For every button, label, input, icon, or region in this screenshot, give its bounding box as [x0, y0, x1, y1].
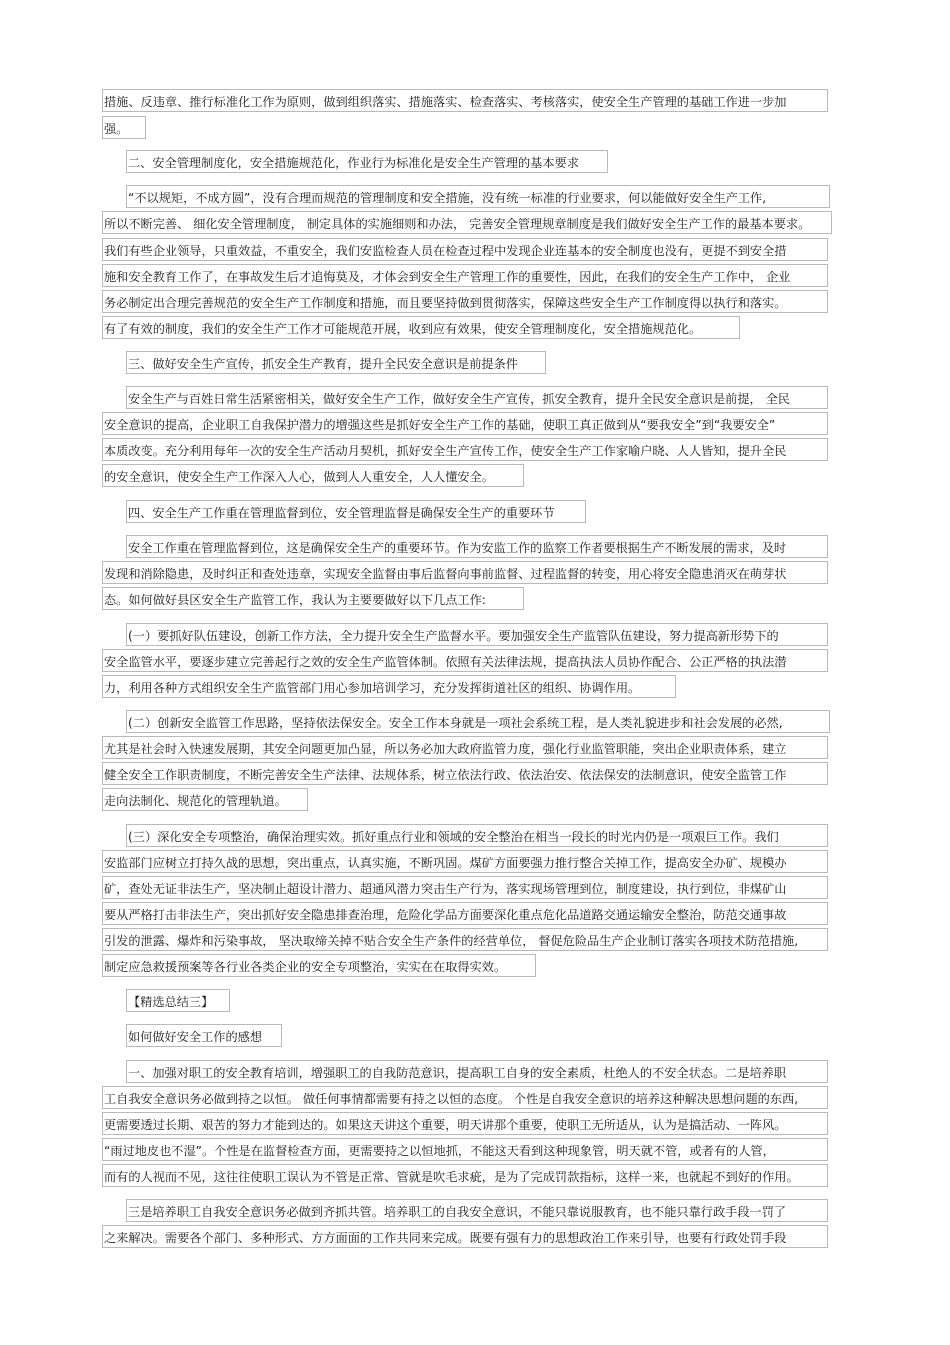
- text-line: 所以不断完善、 细化安全管理制度， 制定具体的实施细则和办法， 完善安全管理规章制度是我们做好安全生产工作的最基本要求。: [104, 217, 811, 231]
- text-line: (二）创新安全监管工作思路，坚持依法保安全。安全工作本身就是一项社会系统工程，是人类礼貌进步和社会发展的必然,: [128, 716, 783, 730]
- text-line: 务必制定出合理完善规范的安全生产工作制度和措施，而且要坚持做到贯彻落实，保障这些安全生产工作制度得以执行和落实。: [104, 296, 787, 310]
- text-line: 四、安全生产工作重在管理监督到位，安全管理监督是确保安全生产的重要环节: [128, 506, 555, 520]
- text-line: (三）深化安全专项整治，确保治理实效。抓好重点行业和领域的安全整治在相当一段长的时光内仍是一项艰巨工作。我们: [128, 830, 779, 844]
- text-line: 三是培养职工自我安全意识务必做到齐抓共管。培养职工的自我安全意识，不能只靠说服教育，也不能只靠行政手段一罚了: [128, 1205, 787, 1219]
- text-line: 制定应急救援预案等各行业各类企业的安全专项整治，实实在在取得实效。: [104, 960, 507, 974]
- text-line: 本质改变。充分利用每年一次的安全生产活动月契机，抓好安全生产宣传工作，使安全生产工作家喻户晓、人人皆知，提升全民: [104, 444, 787, 458]
- text-line: 工自我安全意识务必做到持之以恒。 做任何事情都需要有持之以恒的态度。 个性是自我安全意识的培养这种解决思想问题的东西,: [104, 1092, 799, 1106]
- text-line: 【精选总结三】: [128, 995, 214, 1009]
- text-line: “雨过地皮也不湿”。个性是在监督检查方面，更需要持之以恒地抓，不能这天看到这种现象管，明天就不管，或者有的人管，: [104, 1144, 775, 1158]
- text-line: 更需要透过长期、艰苦的努力才能到达的。如果这天讲这个重要，明天讲那个重要，使职工无所适从，认为是搞活动、一阵风。: [104, 1118, 787, 1132]
- text-line: 态。如何做好县区安全生产监管工作，我认为主要要做好以下几点工作:: [104, 593, 486, 607]
- text-line: 安全监管水平，要逐步建立完善起行之效的安全生产监管体制。依照有关法律法规，提高执法人员协作配合、公正严格的执法潜: [104, 655, 787, 669]
- text-line: 安全工作重在管理监督到位，这是确保安全生产的重要环节。作为安监工作的监察工作者要根据生产不断发展的需求，及时: [128, 541, 787, 555]
- text-line: 安全意识的提高，企业职工自我保护潜力的增强这些是抓好安全生产工作的基础，使职工真正做到从“要我安全”到“我要安全”: [104, 418, 776, 432]
- text-line: 二、安全管理制度化，安全措施规范化，作业行为标准化是安全生产管理的基本要求: [128, 156, 579, 170]
- text-line: 一、加强对职工的安全教育培训，增强职工的自我防范意识，提高职工自身的安全素质，杜绝人的不安全状态。二是培养职: [128, 1066, 787, 1080]
- text-line: 安全生产与百姓日常生活紧密相关，做好安全生产工作，做好安全生产宣传，抓安全教育，提升全民安全意识是前提， 全民: [128, 392, 790, 406]
- text-line: 我们有些企业领导，只重效益，不重安全，我们安监检查人员在检查过程中发现企业连基本的安全制度也没有，更提不到安全措: [104, 244, 787, 258]
- text-line: 发现和消除隐患，及时纠正和查处违章，实现安全监督由事后监督向事前监督、过程监督的转变，用心将安全隐患消灭在萌芽状: [104, 567, 787, 581]
- text-line: 走向法制化、规范化的管理轨道。: [104, 794, 287, 808]
- text-line: 三、做好安全生产宣传，抓安全生产教育，提升全民安全意识是前提条件: [128, 357, 518, 371]
- text-line: 措施、反违章、推行标准化工作为原则，做到组织落实、措施落实、检查落实、考核落实，使安全生产管理的基础工作进一步加: [104, 95, 787, 109]
- text-line: 强。: [104, 122, 129, 136]
- text-line: 尤其是社会时入快速发展期，其安全问题更加凸显，所以务必加大政府监管力度，强化行业监管职能，突出企业职责体系，建立: [104, 742, 787, 756]
- text-line: (一）要抓好队伍建设，创新工作方法，全力提升安全生产监督水平。要加强安全生产监管队伍建设，努力提高新形势下的: [128, 629, 779, 643]
- text-line: 引发的泄露、爆炸和污染事故， 坚决取缔关掉不贴合安全生产条件的经营单位， 督促危险品生产企业制订落实各项技术防范措施,: [104, 934, 799, 948]
- text-line: 而有的人视而不见，这往往使职工误认为不管是正常、管就是吹毛求疵，是为了完成罚款指标，这样一来，也就起不到好的作用。: [104, 1170, 799, 1184]
- text-line: 力，利用各种方式组织安全生产监管部门用心参加培训学习，充分发挥街道社区的组织、协调作用。: [104, 681, 641, 695]
- text-line: 施和安全教育工作了，在事故发生后才追悔莫及，才体会到安全生产管理工作的重要性，因此，在我们的安全生产工作中， 企业: [104, 270, 791, 284]
- text-line: “不以规矩，不成方圆”，没有合理而规范的管理制度和安全措施，没有统一标准的行业要求，何以能做好安全生产工作,: [128, 191, 767, 205]
- text-line: 有了有效的制度，我们的安全生产工作才可能规范开展，收到应有效果，使安全管理制度化，安全措施规范化。: [104, 322, 702, 336]
- text-line: 如何做好安全工作的感想: [128, 1030, 263, 1044]
- text-line: 的安全意识，使安全生产工作深入人心，做到人人重安全，人人懂安全。: [104, 470, 494, 484]
- text-line: 之来解决。需要各个部门、多种形式、方方面面的工作共同来完成。既要有强有力的思想政治工作来引导，也要有行政处罚手段: [104, 1231, 787, 1245]
- text-line: 健全安全工作职责制度，不断完善安全生产法律、法规体系，树立依法行政、依法治安、依法保安的法制意识，使安全监管工作: [104, 768, 787, 782]
- text-line: 要从严格打击非法生产，突出抓好安全隐患排查治理，危险化学品方面要深化重点危化品道路交通运输安全整治，防范交通事故: [104, 908, 787, 922]
- text-line: 安监部门应树立打持久战的思想，突出重点，认真实施，不断巩固。煤矿方面要强力推行整合关掉工作，提高安全办矿、规模办: [104, 856, 787, 870]
- text-line: 矿，查处无证非法生产，坚决制止超设计潜力、超通风潜力突击生产行为，落实现场管理到位，制度建设，执行到位，非煤矿山: [104, 882, 787, 896]
